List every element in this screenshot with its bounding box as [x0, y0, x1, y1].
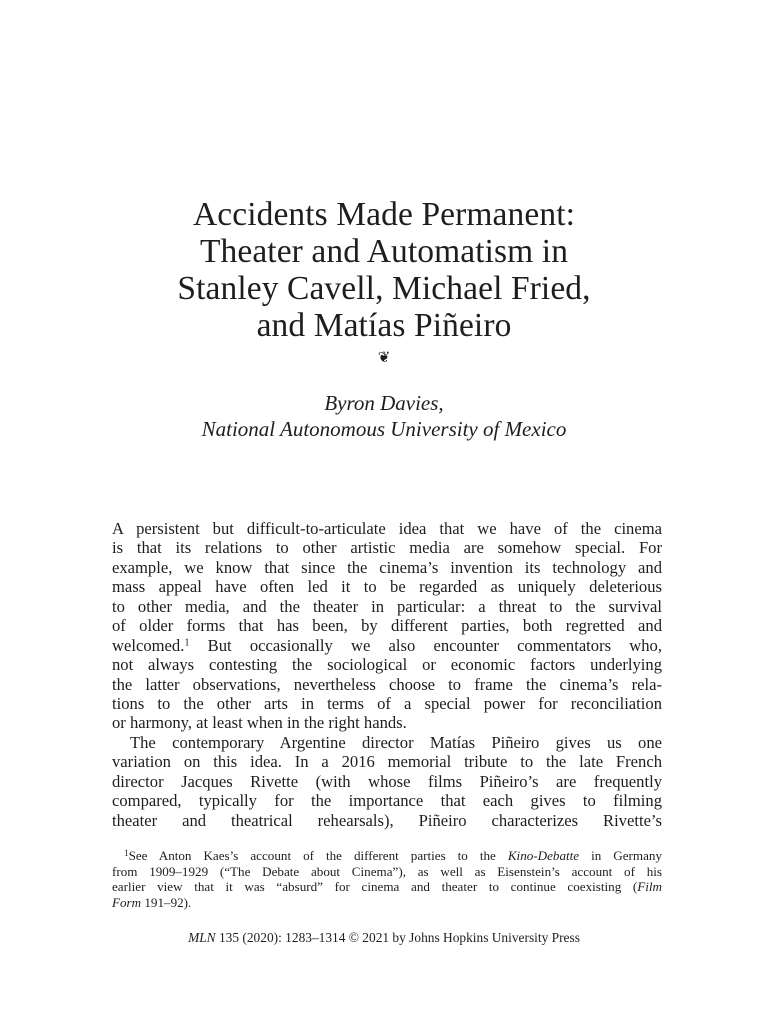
footnote-text: in Germany [579, 848, 662, 863]
footnote-line [112, 879, 662, 895]
body-line-text: But occasionally we also encounter commentators who, [189, 635, 662, 655]
title-line: and Matías Piñeiro [256, 307, 512, 344]
body-line: A persistent but difficult-to-articulate idea that we have of the cinema [112, 519, 662, 538]
body-line: theater and theatrical rehearsals), Piñeiro characterizes Rivette’s [112, 810, 662, 830]
body-line: or harmony, at least when in the right hands. [112, 713, 407, 733]
footnote-text: See Anton Kaes’s account of the different parties to the [128, 848, 508, 863]
body-line: is that its relations to other artistic media are somehow special. For [112, 538, 662, 558]
citation-text: 135 (2020): 1283–1314 © 2021 by Johns Hopkins University Press [215, 930, 580, 945]
journal-name: MLN [188, 930, 216, 945]
footnote-italic: Kino-Debatte [507, 848, 580, 863]
article-title [0, 196, 768, 344]
body-line [112, 636, 662, 655]
body-line: not always contesting the sociological or economic factors underlying [112, 655, 662, 675]
body-line: mass appeal have often led it to be regarded as uniquely deleterious [112, 577, 662, 597]
footnote-line: from 1909–1929 (“The Debate about Cinema”), as well as Eisenstein’s account of his [112, 863, 662, 879]
body-line-text: welcomed. [112, 635, 185, 655]
body-line: director Jacques Rivette (with whose films Piñeiro’s are frequently [112, 771, 662, 791]
footnote-text: 191–92). [141, 894, 192, 910]
footnote-line [112, 848, 662, 864]
footnote-line [112, 895, 662, 911]
body-line: of older forms that has been, by different parties, both regretted and [112, 616, 662, 636]
fleuron-ornament-icon: ❦ [377, 350, 391, 366]
body-line: tions to the other arts in terms of a special power for reconciliation [112, 693, 662, 713]
footnote-text: earlier view that it was “absurd” for cinema and theater to continue coexisting ( [112, 879, 638, 894]
footnote-italic: Film [637, 879, 662, 894]
author-name: Byron Davies, [324, 391, 444, 415]
title-line: Stanley Cavell, Michael Fried, [177, 270, 591, 307]
body-text [112, 519, 662, 830]
title-line: Accidents Made Permanent: [192, 196, 576, 233]
author-block [0, 390, 768, 442]
body-line: compared, typically for the importance that each gives to filming [112, 791, 662, 811]
body-line: the latter observations, nevertheless choose to frame the cinema’s rela- [112, 674, 662, 694]
footnote-mark: 1 [124, 847, 129, 858]
footnote [112, 848, 662, 910]
body-line: example, we know that since the cinema’s invention its technology and [112, 557, 662, 577]
body-line: to other media, and the theater in particular: a threat to the survival [112, 596, 662, 616]
body-line: variation on this idea. In a 2016 memorial tribute to the late French [112, 752, 662, 772]
body-line: The contemporary Argentine director Matías Piñeiro gives us one [130, 732, 662, 752]
author-affiliation: National Autonomous University of Mexico [201, 417, 567, 441]
footnote-italic: Form [112, 894, 142, 910]
footnote-reference[interactable]: 1 [184, 636, 190, 648]
journal-citation [0, 930, 768, 946]
title-line: Theater and Automatism in [199, 233, 569, 270]
